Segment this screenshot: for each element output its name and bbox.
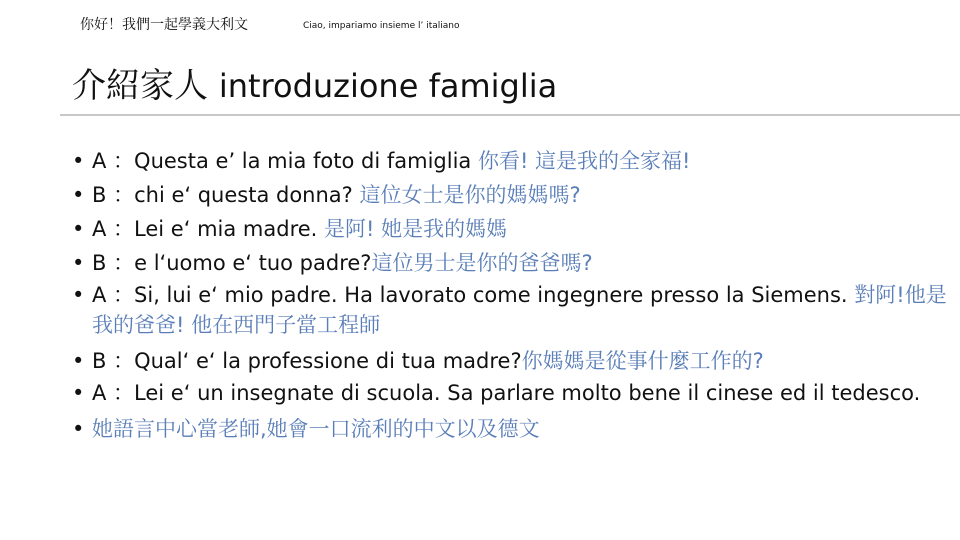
italian-text: Lei e‘ mia madre. [134, 217, 325, 241]
speaker-label: A ： [92, 217, 135, 241]
speaker-label: B ： [92, 251, 135, 275]
note-text: 她語言中心當老師,她會一口流利的中文以及德文 [92, 417, 540, 441]
speaker-label: A ： [92, 149, 135, 173]
dialogue-line [72, 378, 952, 408]
page-title [72, 58, 557, 107]
chinese-text: 這位男士是你的爸爸嗎? [371, 251, 593, 275]
header-italian: Ciao, impariamo insieme l’ italiano [303, 21, 460, 31]
italian-text: Si, lui e‘ mio padre. Ha lavorato come ingegnere presso la Siemens. [134, 283, 855, 307]
speaker-label: B ： [92, 183, 135, 207]
chinese-text: 是阿! 她是我的媽媽 [324, 217, 508, 241]
dialogue-line [72, 178, 952, 212]
bullet-icon: • [72, 251, 85, 275]
italian-text: Questa e’ la mia foto di famiglia [134, 149, 478, 173]
dialogue-line [72, 246, 952, 280]
italian-text: Qual‘ e‘ la professione di tua madre? [134, 349, 522, 373]
header-chinese: 你好！我們一起學義大利文 [80, 17, 248, 33]
dialogue-line [72, 280, 952, 340]
italian-text: Lei e‘ un insegnate di scuola. Sa parlare molto bene il cinese ed il tedesco. [134, 381, 921, 405]
title-chinese: 介紹家人 [72, 66, 208, 106]
title-divider [60, 114, 960, 116]
dialogue-line [72, 344, 952, 378]
italian-text: e l‘uomo e‘ tuo padre? [134, 251, 372, 275]
bullet-icon: • [72, 349, 85, 373]
bullet-icon: • [72, 217, 85, 241]
italian-text: chi e‘ questa donna? [134, 183, 360, 207]
speaker-label: A ： [92, 283, 135, 307]
chinese-text: 你看! 這是我的全家福! [477, 149, 691, 173]
bullet-icon: • [72, 381, 85, 405]
dialogue-list [72, 144, 952, 446]
bullet-icon: • [72, 183, 85, 207]
bullet-icon: • [72, 149, 85, 173]
chinese-text: 對阿!他是我的爸爸! 他在西門子當工程師 [92, 283, 947, 337]
dialogue-line [72, 212, 952, 246]
dialogue-line [72, 144, 952, 178]
title-italian: introduzione famiglia [218, 67, 558, 105]
chinese-text: 你媽媽是從事什麼工作的? [521, 349, 764, 373]
speaker-label: A ： [92, 381, 135, 405]
bullet-icon: • [72, 417, 85, 441]
bullet-icon: • [72, 283, 85, 307]
note-line [72, 412, 952, 446]
speaker-label: B ： [92, 349, 135, 373]
chinese-text: 這位女士是你的媽媽嗎? [359, 183, 581, 207]
